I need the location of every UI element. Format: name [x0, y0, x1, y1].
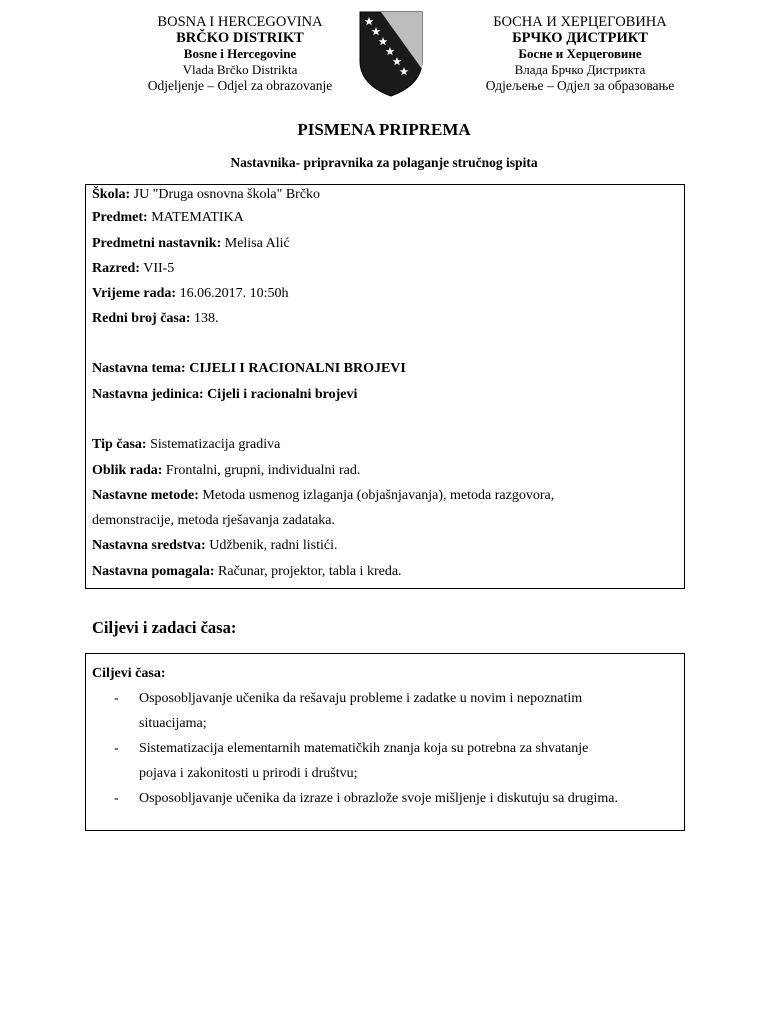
header-left-block	[95, 14, 385, 94]
header-department-cyrillic: Одјељење – Одјел за образовање	[485, 78, 675, 93]
header-country-sub-latin: Bosne i Hercegovine	[183, 46, 297, 61]
label-tema: Nastavna tema:	[92, 361, 186, 376]
header-right-block	[420, 14, 740, 94]
lesson-info-box	[85, 184, 685, 589]
header-department-latin: Odjeljenje – Odjel za obrazovanje	[147, 78, 333, 93]
goal-item-1-line2: situacijama;	[139, 716, 207, 731]
label-redni-broj: Redni broj časa:	[92, 311, 191, 326]
goal-item-2-line1: Sistematizacija elementarnih matematičkih znanja koja su potrebna za shvatanje	[139, 741, 589, 756]
coat-of-arms-icon	[359, 11, 423, 97]
goal-item-3-line1: Osposobljavanje učenika da izraze i obrazlože svoje mišljenje i diskutuju sa drugima.	[139, 791, 618, 806]
value-metode-line1: Metoda usmenog izlaganja (objašnjavanja), metoda razgovora,	[202, 488, 555, 503]
value-oblik: Frontalni, grupni, individualni rad.	[165, 463, 361, 478]
value-redni-broj: 138.	[194, 311, 219, 326]
label-vrijeme: Vrijeme rada:	[92, 286, 177, 301]
row-tip	[92, 436, 678, 454]
goal-item-3	[114, 786, 678, 811]
goals-box	[85, 653, 685, 831]
document-subtitle: Nastavnika- pripravnika za polaganje stručnog ispita	[230, 155, 538, 170]
row-metode-cont	[92, 512, 678, 530]
value-skola: JU "Druga osnovna škola" Brčko	[133, 187, 321, 202]
goals-section-heading: Ciljevi i zadaci časa:	[92, 618, 237, 637]
value-nastavnik: Melisa Alić	[224, 236, 290, 251]
goals-title: Ciljevi časa:	[92, 666, 166, 681]
row-pomagala	[92, 563, 678, 581]
row-nastavnik	[92, 235, 678, 253]
row-tema	[92, 360, 678, 378]
row-predmet	[92, 209, 678, 227]
header-district-latin: BRČKO DISTRIKT	[176, 30, 304, 46]
row-skola	[92, 186, 678, 204]
value-tema: CIJELI I RACIONALNI BROJEVI	[189, 361, 406, 376]
header-district-cyrillic: БРЧКО ДИСТРИКТ	[512, 30, 648, 46]
bullet-dash: -	[114, 691, 119, 706]
value-pomagala: Računar, projektor, tabla i kreda.	[218, 564, 402, 579]
header-government-latin: Vlada Brčko Distrikta	[182, 62, 298, 77]
goal-item-1	[114, 686, 678, 736]
row-redni-broj	[92, 310, 678, 328]
label-tip: Tip časa:	[92, 437, 147, 452]
label-metode: Nastavne metode:	[92, 488, 199, 503]
row-jedinica	[92, 386, 678, 404]
label-pomagala: Nastavna pomagala:	[92, 564, 215, 579]
value-metode-line2: demonstracije, metoda rješavanja zadataka.	[92, 513, 335, 528]
label-oblik: Oblik rada:	[92, 463, 163, 478]
goal-item-2-line2: pojava i zakonitosti u prirodi i društvu;	[139, 766, 358, 781]
label-sredstva: Nastavna sredstva:	[92, 538, 206, 553]
label-skola: Škola:	[92, 187, 131, 202]
header-government-cyrillic: Влада Брчко Дистрикта	[514, 62, 646, 77]
label-jedinica: Nastavna jedinica:	[92, 387, 204, 402]
row-oblik	[92, 462, 678, 480]
value-predmet: MATEMATIKA	[151, 210, 244, 225]
value-razred: VII-5	[143, 261, 175, 276]
row-metode	[92, 487, 678, 505]
label-razred: Razred:	[92, 261, 140, 276]
bullet-dash: -	[114, 791, 119, 806]
value-tip: Sistematizacija gradiva	[150, 437, 281, 452]
row-vrijeme	[92, 285, 678, 303]
goal-item-1-line1: Osposobljavanje učenika da rešavaju probleme i zadatke u novim i nepoznatim	[139, 691, 583, 706]
label-nastavnik: Predmetni nastavnik:	[92, 236, 222, 251]
value-sredstva: Udžbenik, radni listići.	[209, 538, 338, 553]
header-country-latin: BOSNA I HERCEGOVINA	[157, 14, 323, 30]
header-country-sub-cyrillic: Босне и Херцеговине	[518, 46, 642, 61]
row-sredstva	[92, 537, 678, 555]
row-razred	[92, 260, 678, 278]
label-predmet: Predmet:	[92, 210, 148, 225]
goal-item-2	[114, 736, 678, 786]
value-jedinica: Cijeli i racionalni brojevi	[207, 387, 358, 402]
header-country-cyrillic: БОСНА И ХЕРЦЕГОВИНА	[493, 14, 667, 30]
value-vrijeme: 16.06.2017. 10:50h	[179, 286, 289, 301]
document-title: PISMENA PRIPREMA	[297, 120, 471, 139]
bullet-dash: -	[114, 741, 119, 756]
